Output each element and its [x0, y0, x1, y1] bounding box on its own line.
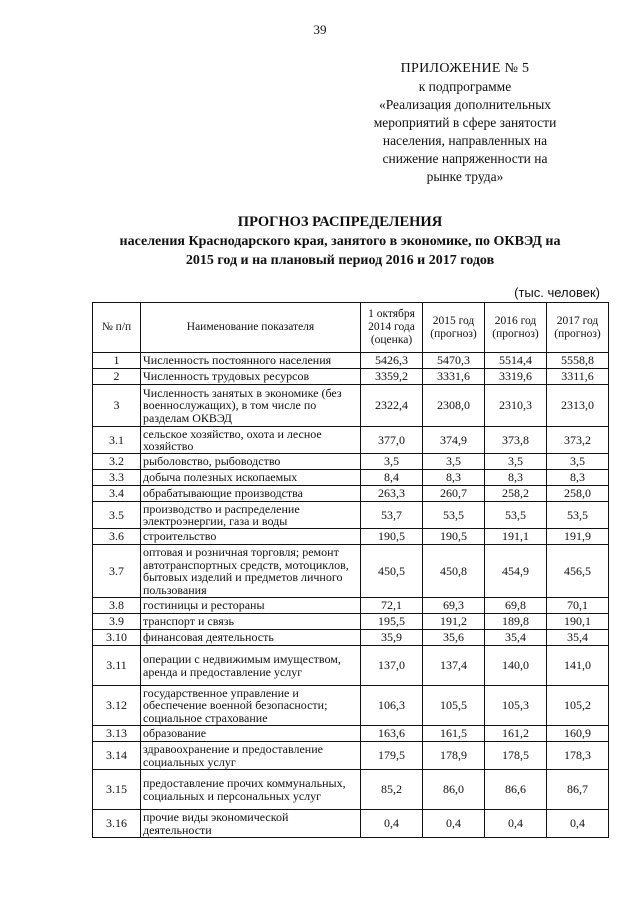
- value-cell: 105,2: [547, 686, 609, 726]
- value-cell: 2308,0: [423, 385, 485, 427]
- table-header-row: [93, 303, 609, 353]
- table-row: [93, 742, 609, 770]
- value-cell: 35,4: [547, 630, 609, 646]
- header-oct-2014-line: 2014 года: [368, 321, 415, 333]
- table-row: [93, 470, 609, 486]
- table-row: [93, 545, 609, 598]
- table-row: [93, 529, 609, 545]
- indicator-name: сельское хозяйство, охота и лесное хозяйство: [141, 427, 361, 454]
- value-cell: 3,5: [423, 454, 485, 470]
- indicator-name: гостиницы и рестораны: [141, 598, 361, 614]
- value-cell: 3331,6: [423, 369, 485, 385]
- indicator-name: рыболовство, рыбоводство: [141, 454, 361, 470]
- value-cell: 0,4: [361, 810, 423, 838]
- header-2015-line: (прогноз): [430, 327, 477, 340]
- row-number: 2: [93, 369, 141, 385]
- table-row: [93, 427, 609, 454]
- value-cell: 189,8: [485, 614, 547, 630]
- value-cell: 106,3: [361, 686, 423, 726]
- table-row: [93, 686, 609, 726]
- value-cell: 191,1: [485, 529, 547, 545]
- value-cell: 137,4: [423, 646, 485, 686]
- indicator-name: операции с недвижимым имуществом, аренда и предоставление услуг: [141, 646, 361, 686]
- row-number: 3.3: [93, 470, 141, 486]
- table-row: [93, 630, 609, 646]
- value-cell: 454,9: [485, 545, 547, 598]
- value-cell: 2310,3: [485, 385, 547, 427]
- value-cell: 8,4: [361, 470, 423, 486]
- indicator-name: строительство: [141, 529, 361, 545]
- value-cell: 0,4: [547, 810, 609, 838]
- value-cell: 195,5: [361, 614, 423, 630]
- header-name: Наименование показателя: [141, 303, 361, 353]
- document-heading: [60, 213, 620, 270]
- value-cell: 2313,0: [547, 385, 609, 427]
- value-cell: 0,4: [423, 810, 485, 838]
- heading-title: ПРОГНОЗ РАСПРЕДЕЛЕНИЯ: [237, 214, 443, 230]
- value-cell: 35,6: [423, 630, 485, 646]
- table-row: [93, 598, 609, 614]
- unit-label: (тыс. человек): [514, 285, 600, 300]
- value-cell: 86,7: [547, 770, 609, 810]
- appendix-line: к подпрограмме: [418, 79, 512, 94]
- table-row: [93, 502, 609, 529]
- indicator-name: добыча полезных ископаемых: [141, 470, 361, 486]
- value-cell: 2322,4: [361, 385, 423, 427]
- indicator-name: здравоохранение и предоставление социальных услуг: [141, 742, 361, 770]
- heading-subtitle-line-2: 2015 год и на плановый период 2016 и 2017 годов: [185, 253, 495, 268]
- value-cell: 178,5: [485, 742, 547, 770]
- appendix-line: рынке труда»: [426, 169, 504, 184]
- appendix-line: населения, направленных на: [382, 133, 548, 148]
- header-2017-line: 2017 год: [556, 314, 599, 327]
- row-number: 3.14: [93, 742, 141, 770]
- indicator-name: Численность занятых в экономике (без военнослужащих), в том числе по разделам ОКВЭД: [141, 385, 361, 427]
- value-cell: 190,1: [547, 614, 609, 630]
- value-cell: 373,2: [547, 427, 609, 454]
- header-oct-2014-line: 1 октября: [368, 308, 415, 320]
- value-cell: 105,5: [423, 686, 485, 726]
- table-body: [93, 353, 609, 838]
- table-row: [93, 385, 609, 427]
- header-2017: [547, 303, 609, 353]
- indicator-name: оптовая и розничная торговля; ремонт автотранспортных средств, мотоциклов, бытовых изделий и предметов личного пользования: [141, 545, 361, 598]
- value-cell: 263,3: [361, 486, 423, 502]
- table-row: [93, 486, 609, 502]
- value-cell: 3359,2: [361, 369, 423, 385]
- row-number: 3.7: [93, 545, 141, 598]
- table-row: [93, 810, 609, 838]
- value-cell: 3319,6: [485, 369, 547, 385]
- value-cell: 374,9: [423, 427, 485, 454]
- appendix-line: снижение напряженности на: [382, 151, 548, 166]
- value-cell: 161,2: [485, 726, 547, 742]
- table-row: [93, 770, 609, 810]
- value-cell: 178,3: [547, 742, 609, 770]
- indicator-name: Численность постоянного населения: [141, 353, 361, 369]
- table-row: [93, 353, 609, 369]
- value-cell: 161,5: [423, 726, 485, 742]
- value-cell: 373,8: [485, 427, 547, 454]
- value-cell: 5426,3: [361, 353, 423, 369]
- row-number: 3.12: [93, 686, 141, 726]
- value-cell: 72,1: [361, 598, 423, 614]
- value-cell: 190,5: [361, 529, 423, 545]
- value-cell: 69,3: [423, 598, 485, 614]
- row-number: 3.10: [93, 630, 141, 646]
- value-cell: 260,7: [423, 486, 485, 502]
- value-cell: 140,0: [485, 646, 547, 686]
- value-cell: 258,0: [547, 486, 609, 502]
- value-cell: 85,2: [361, 770, 423, 810]
- value-cell: 5470,3: [423, 353, 485, 369]
- value-cell: 35,4: [485, 630, 547, 646]
- appendix-line: мероприятий в сфере занятости: [373, 115, 557, 130]
- value-cell: 53,5: [547, 502, 609, 529]
- value-cell: 86,0: [423, 770, 485, 810]
- value-cell: 456,5: [547, 545, 609, 598]
- value-cell: 179,5: [361, 742, 423, 770]
- value-cell: 3,5: [485, 454, 547, 470]
- value-cell: 3,5: [361, 454, 423, 470]
- heading-subtitle-line-1: населения Краснодарского края, занятого в экономике, по ОКВЭД на: [119, 234, 561, 249]
- value-cell: 191,2: [423, 614, 485, 630]
- row-number: 3.13: [93, 726, 141, 742]
- value-cell: 8,3: [423, 470, 485, 486]
- table-row: [93, 646, 609, 686]
- row-number: 3.11: [93, 646, 141, 686]
- row-number: 3.6: [93, 529, 141, 545]
- value-cell: 105,3: [485, 686, 547, 726]
- value-cell: 5558,8: [547, 353, 609, 369]
- row-number: 1: [93, 353, 141, 369]
- header-num: № п/п: [93, 303, 141, 353]
- value-cell: 0,4: [485, 810, 547, 838]
- header-2016-line: (прогноз): [492, 327, 539, 340]
- value-cell: 178,9: [423, 742, 485, 770]
- indicator-name: финансовая деятельность: [141, 630, 361, 646]
- header-2016-line: 2016 год: [494, 314, 537, 327]
- header-oct-2014: [361, 303, 423, 353]
- value-cell: 450,8: [423, 545, 485, 598]
- value-cell: 53,5: [485, 502, 547, 529]
- table-row: [93, 454, 609, 470]
- page-number: 39: [313, 22, 327, 37]
- row-number: 3.9: [93, 614, 141, 630]
- indicator-name: государственное управление и обеспечение военной безопасности; социальное страхование: [141, 686, 361, 726]
- value-cell: 191,9: [547, 529, 609, 545]
- row-number: 3.5: [93, 502, 141, 529]
- indicator-name: обрабатывающие производства: [141, 486, 361, 502]
- row-number: 3.4: [93, 486, 141, 502]
- header-2015-line: 2015 год: [432, 314, 475, 327]
- row-number: 3.15: [93, 770, 141, 810]
- value-cell: 141,0: [547, 646, 609, 686]
- header-2016: [485, 303, 547, 353]
- indicator-name: образование: [141, 726, 361, 742]
- row-number: 3: [93, 385, 141, 427]
- value-cell: 258,2: [485, 486, 547, 502]
- value-cell: 70,1: [547, 598, 609, 614]
- indicator-name: предоставление прочих коммунальных, социальных и персональных услуг: [141, 770, 361, 810]
- indicator-name: транспорт и связь: [141, 614, 361, 630]
- header-2015: [423, 303, 485, 353]
- value-cell: 35,9: [361, 630, 423, 646]
- value-cell: 53,7: [361, 502, 423, 529]
- indicator-name: прочие виды экономической деятельности: [141, 810, 361, 838]
- table-row: [93, 726, 609, 742]
- table-row: [93, 369, 609, 385]
- table-row: [93, 614, 609, 630]
- value-cell: 3311,6: [547, 369, 609, 385]
- indicator-name: производство и распределение электроэнергии, газа и воды: [141, 502, 361, 529]
- value-cell: 160,9: [547, 726, 609, 742]
- value-cell: 190,5: [423, 529, 485, 545]
- value-cell: 3,5: [547, 454, 609, 470]
- row-number: 3.16: [93, 810, 141, 838]
- value-cell: 137,0: [361, 646, 423, 686]
- value-cell: 450,5: [361, 545, 423, 598]
- row-number: 3.1: [93, 427, 141, 454]
- row-number: 3.2: [93, 454, 141, 470]
- appendix-block: [340, 60, 590, 186]
- value-cell: 8,3: [547, 470, 609, 486]
- header-2017-line: (прогноз): [554, 327, 601, 340]
- value-cell: 8,3: [485, 470, 547, 486]
- value-cell: 5514,4: [485, 353, 547, 369]
- value-cell: 377,0: [361, 427, 423, 454]
- forecast-table: [92, 302, 609, 838]
- indicator-name: Численность трудовых ресурсов: [141, 369, 361, 385]
- value-cell: 163,6: [361, 726, 423, 742]
- value-cell: 69,8: [485, 598, 547, 614]
- value-cell: 86,6: [485, 770, 547, 810]
- appendix-line: «Реализация дополнительных: [378, 97, 552, 112]
- row-number: 3.8: [93, 598, 141, 614]
- appendix-title: ПРИЛОЖЕНИЕ № 5: [400, 61, 530, 76]
- header-oct-2014-line: (оценка): [370, 334, 413, 346]
- value-cell: 53,5: [423, 502, 485, 529]
